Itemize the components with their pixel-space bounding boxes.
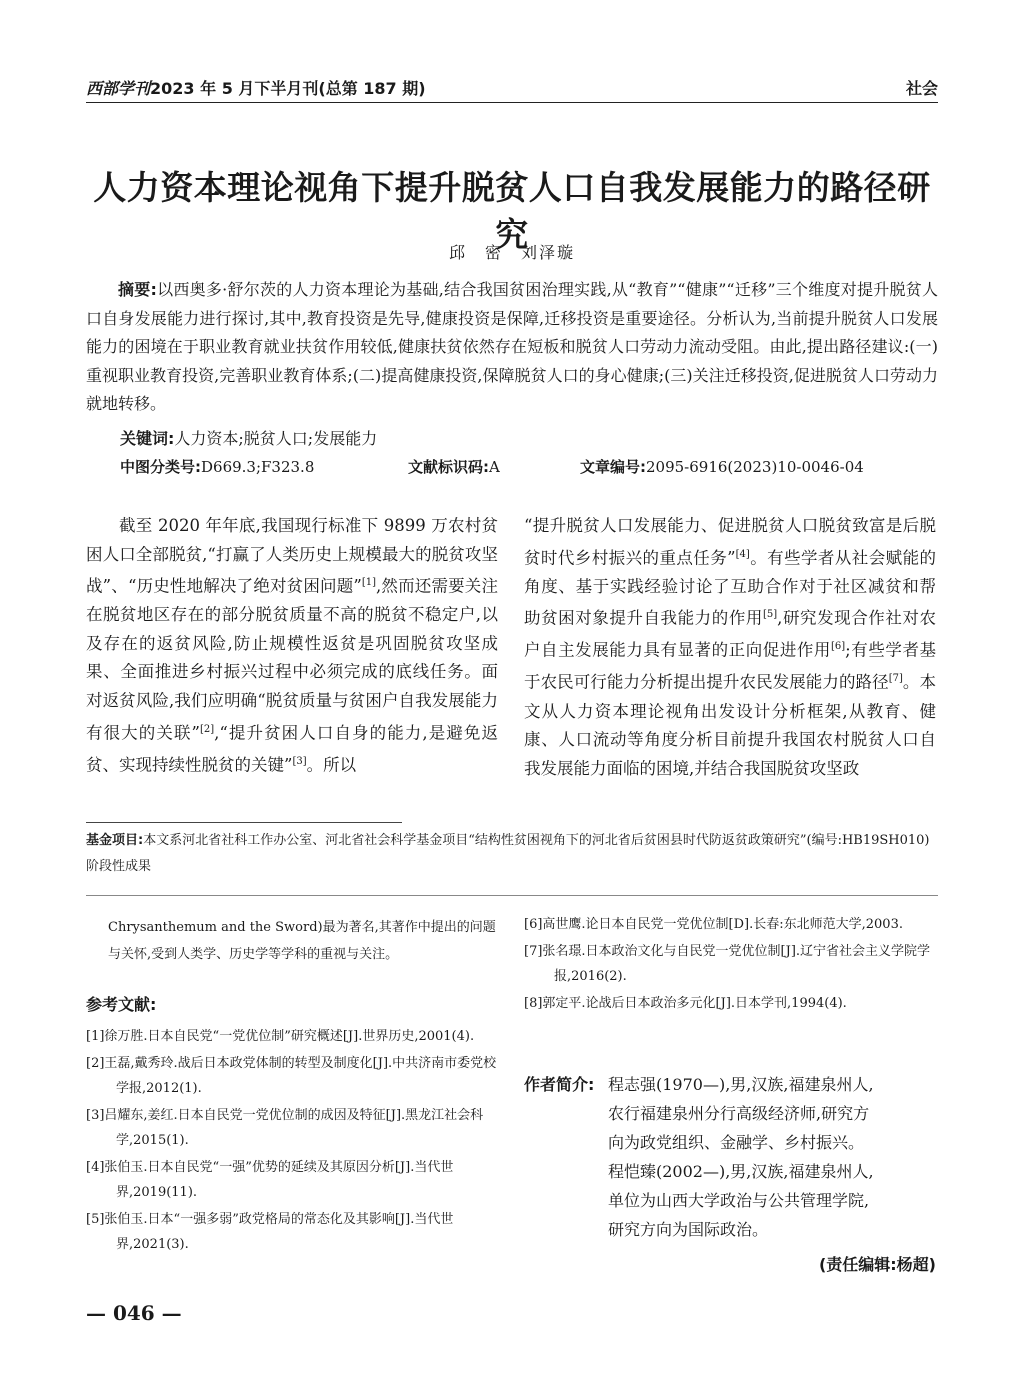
body-column-left: 截至 2020 年年底,我国现行标准下 9899 万农村贫困人口全部脱贫,“打赢了人类历史上规模最大的脱贫攻坚战”、“历史性地解决了绝对贫困问题”[1],然而还需要关注在脱贫地区存在的部分脱贫质量不高的脱贫不稳定户,以及存在的返贫风险,防止规模性返贫是巩固脱贫攻坚成果、全面推进乡村振兴过程中必须完成的底线任务。面对返贫风险,我们应明确“脱贫质量与贫困户自我发展能力有很大的关联”[2],“提升贫困人口自身的能力,是避免返贫、实现持续性脱贫的关键”[3]。所以 bbox=[86, 516, 498, 775]
keywords-label: 关键词: bbox=[120, 429, 175, 448]
reference-item: [4]张伯玉.日本自民党“一强”优势的延续及其原因分析[J].当代世界,2019(11). bbox=[86, 1160, 454, 1200]
reference-item: [8]郭定平.论战后日本政治多元化[J].日本学刊,1994(4). bbox=[524, 996, 847, 1011]
reference-item: [7]张名璟.日本政治文化与自民党一党优位制[J].辽宁省社会主义学院学报,2016(2). bbox=[524, 944, 931, 984]
fund-note bbox=[86, 828, 938, 880]
page-number: — 046 — bbox=[86, 1301, 182, 1325]
citation-ref: [6] bbox=[831, 641, 846, 653]
bio-text: 程志强(1970—),男,汉族,福建泉州人, 农行福建泉州分行高级经济师,研究方 向为政党组织、金融学、乡村振兴。 程恺臻(2002—),男,汉族,福建泉州人, 单位为山西大学政治与公共管理学院, 研究方向为国际政治。 bbox=[608, 1075, 874, 1239]
references-right bbox=[524, 912, 938, 1018]
reference-item: [6]高世鹰.论日本自民党一党优位制[D].长春:东北师范大学,2003. bbox=[524, 917, 903, 932]
article-authors: 邱 密 刘泽璇 bbox=[448, 243, 575, 262]
keywords bbox=[120, 426, 377, 452]
body-column-right: “提升脱贫人口发展能力、促进脱贫人口脱贫致富是后脱贫时代乡村振兴的重点任务”[4]。有些学者从社会赋能的角度、基于实践经验讨论了互助合作对于社区减贫和帮助贫困对象提升自我能力的作用[5],研究发现合作社对农户自主发展能力具有显著的正向促进作用[6];有些学者基于农民可行能力分析提出提升农民发展能力的路径[7]。本文从人力资本理论视角出发设计分析框架,从教育、健康、人口流动等角度分析目前提升我国农村脱贫人口自我发展能力面临的困境,并结合我国脱贫攻坚政 bbox=[524, 516, 937, 778]
abstract-text: 以西奥多·舒尔茨的人力资本理论为基础,结合我国贫困治理实践,从“教育”“健康”“迁移”三个维度对提升脱贫人口自身发展能力进行探讨,其中,教育投资是先导,健康投资是保障,迁移投资是重要途径。分析认为,当前提升脱贫人口发展能力的困境在于职业教育就业扶贫作用较低,健康扶贫依然存在短板和脱贫人口劳动力流动受阻。由此,提出路径建议:(一)重视职业教育投资,完善职业教育体系;(二)提高健康投资,保障脱贫人口的身心健康;(三)关注迁移投资,促进脱贫人口劳动力就地转移。 bbox=[86, 280, 938, 413]
footnote-divider bbox=[86, 822, 402, 823]
abstract-label: 摘要: bbox=[118, 280, 157, 299]
article-number: 文章编号:2095-6916(2023)10-0046-04 bbox=[580, 458, 864, 476]
abstract bbox=[86, 276, 938, 419]
bio-label: 作者简介: bbox=[524, 1075, 595, 1094]
reference-item: [5]张伯玉.日本“一强多弱”政党格局的常态化及其影响[J].当代世界,2021(3). bbox=[86, 1212, 454, 1252]
journal-issue: 西部学刊2023 年 5 月下半月刊(总第 187 期) bbox=[86, 79, 426, 98]
citation-ref: [2] bbox=[199, 723, 215, 735]
document-code: 文献标识码:A bbox=[408, 458, 500, 476]
citation-ref: [1] bbox=[361, 577, 376, 589]
clc-number: 中图分类号:D669.3;F323.8 bbox=[120, 458, 315, 476]
carryover-text: Chrysanthemum and the Sword)最为著名,其著作中提出的问题与关怀,受到人类学、历史学等学科的重视与关注。 bbox=[108, 920, 496, 962]
reference-item: [2]王磊,戴秀玲.战后日本政党体制的转型及制度化[J].中共济南市委党校学报,2012(1). bbox=[86, 1056, 497, 1096]
references-heading: 参考文献: bbox=[86, 995, 157, 1014]
keywords-text: 人力资本;脱贫人口;发展能力 bbox=[174, 429, 378, 448]
section-name: 社会 bbox=[905, 79, 938, 98]
journal-logo: 西部学刊 bbox=[86, 79, 151, 98]
citation-ref: [4] bbox=[735, 548, 750, 560]
section-divider bbox=[86, 895, 938, 896]
responsible-editor: (责任编辑:杨超) bbox=[818, 1255, 936, 1274]
article-title: 人力资本理论视角下提升脱贫人口自我发展能力的路径研究 bbox=[93, 168, 931, 254]
citation-ref: [5] bbox=[762, 609, 778, 621]
page-header bbox=[86, 74, 938, 100]
reference-item: [1]徐万胜.日本自民党“一党优位制”研究概述[J].世界历史,2001(4). bbox=[86, 1029, 475, 1044]
references-left bbox=[86, 1024, 498, 1259]
citation-ref: [3] bbox=[292, 755, 307, 767]
citation-ref: [7] bbox=[888, 673, 903, 685]
header-divider bbox=[86, 102, 938, 103]
fund-text: 本文系河北省社科工作办公室、河北省社会科学基金项目“结构性贫困视角下的河北省后贫困县时代防返贫政策研究”(编号:HB19SH010)阶段性成果 bbox=[86, 833, 930, 874]
fund-label: 基金项目: bbox=[86, 833, 144, 848]
reference-item: [3]吕耀东,姜红.日本自民党一党优位制的成因及特征[J].黑龙江社会科学,2015(1). bbox=[86, 1108, 484, 1148]
